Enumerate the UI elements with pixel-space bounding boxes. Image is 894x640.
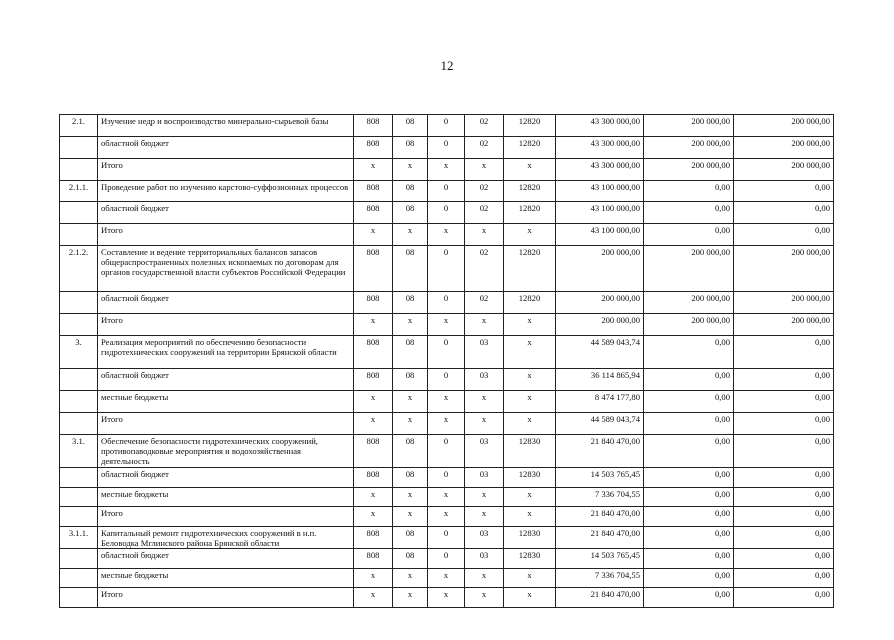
- table-row: [60, 569, 834, 588]
- amount-year1-cell: 43 300 000,00: [556, 115, 644, 137]
- code-rz-cell: х: [393, 413, 428, 435]
- code-gr-cell: 808: [354, 435, 393, 468]
- row-number-cell: 3.: [60, 336, 98, 369]
- amount-year2-cell: 0,00: [644, 527, 734, 549]
- row-number-cell: 2.1.1.: [60, 181, 98, 202]
- row-name-cell: Итого: [98, 588, 354, 608]
- row-name-cell: Реализация мероприятий по обеспечению безопасности гидротехнических сооружений на территории Брянской области: [98, 336, 354, 369]
- code-direction-cell: х: [504, 314, 556, 336]
- row-name-cell: областной бюджет: [98, 468, 354, 488]
- table-row: [60, 413, 834, 435]
- code-rz-cell: х: [393, 507, 428, 527]
- row-number-cell: [60, 569, 98, 588]
- budget-table: [59, 114, 834, 608]
- row-number-cell: [60, 549, 98, 569]
- amount-year1-cell: 21 840 470,00: [556, 527, 644, 549]
- amount-year3-cell: 200 000,00: [734, 137, 834, 159]
- amount-year1-cell: 200 000,00: [556, 292, 644, 314]
- amount-year1-cell: 21 840 470,00: [556, 588, 644, 608]
- code-direction-cell: х: [504, 413, 556, 435]
- code-gr-cell: 808: [354, 468, 393, 488]
- amount-year2-cell: 0,00: [644, 569, 734, 588]
- table-row: [60, 507, 834, 527]
- code-pr-cell: х: [428, 413, 465, 435]
- amount-year1-cell: 200 000,00: [556, 246, 644, 292]
- amount-year2-cell: 0,00: [644, 488, 734, 507]
- amount-year3-cell: 200 000,00: [734, 115, 834, 137]
- code-rz-cell: 08: [393, 292, 428, 314]
- code-program-cell: 03: [465, 549, 504, 569]
- amount-year2-cell: 0,00: [644, 468, 734, 488]
- row-name-cell: Изучение недр и воспроизводство минерально-сырьевой базы: [98, 115, 354, 137]
- code-rz-cell: х: [393, 314, 428, 336]
- row-number-cell: 3.1.1.: [60, 527, 98, 549]
- amount-year3-cell: 0,00: [734, 488, 834, 507]
- code-rz-cell: 08: [393, 336, 428, 369]
- amount-year3-cell: 0,00: [734, 588, 834, 608]
- row-name-cell: Составление и ведение территориальных балансов запасов общераспространенных полезных ископаемых по договорам для органов государственной власти субъектов Российской Федерации: [98, 246, 354, 292]
- code-pr-cell: 0: [428, 246, 465, 292]
- amount-year2-cell: 0,00: [644, 181, 734, 202]
- amount-year2-cell: 0,00: [644, 413, 734, 435]
- code-pr-cell: 0: [428, 435, 465, 468]
- amount-year3-cell: 0,00: [734, 202, 834, 224]
- code-direction-cell: 12830: [504, 468, 556, 488]
- code-direction-cell: х: [504, 224, 556, 246]
- amount-year3-cell: 0,00: [734, 224, 834, 246]
- amount-year1-cell: 21 840 470,00: [556, 507, 644, 527]
- amount-year2-cell: 200 000,00: [644, 314, 734, 336]
- amount-year1-cell: 14 503 765,45: [556, 468, 644, 488]
- code-program-cell: 03: [465, 468, 504, 488]
- code-gr-cell: х: [354, 569, 393, 588]
- code-direction-cell: х: [504, 507, 556, 527]
- code-pr-cell: 0: [428, 527, 465, 549]
- code-direction-cell: 12830: [504, 549, 556, 569]
- row-name-cell: Капитальный ремонт гидротехнических сооружений в н.п. Беловодка Мглинского района Брянской области: [98, 527, 354, 549]
- table-row: [60, 588, 834, 608]
- table-row: [60, 314, 834, 336]
- row-name-cell: местные бюджеты: [98, 569, 354, 588]
- amount-year3-cell: 0,00: [734, 413, 834, 435]
- amount-year3-cell: 0,00: [734, 527, 834, 549]
- code-program-cell: 02: [465, 137, 504, 159]
- code-rz-cell: х: [393, 159, 428, 181]
- code-program-cell: х: [465, 488, 504, 507]
- code-rz-cell: 08: [393, 435, 428, 468]
- code-direction-cell: х: [504, 336, 556, 369]
- table-row: [60, 159, 834, 181]
- code-gr-cell: х: [354, 507, 393, 527]
- row-number-cell: [60, 488, 98, 507]
- code-program-cell: 02: [465, 181, 504, 202]
- code-program-cell: 03: [465, 435, 504, 468]
- code-program-cell: х: [465, 224, 504, 246]
- table-row: [60, 202, 834, 224]
- code-rz-cell: 08: [393, 527, 428, 549]
- amount-year2-cell: 200 000,00: [644, 246, 734, 292]
- amount-year2-cell: 0,00: [644, 369, 734, 391]
- amount-year3-cell: 0,00: [734, 569, 834, 588]
- code-program-cell: х: [465, 507, 504, 527]
- amount-year1-cell: 43 100 000,00: [556, 224, 644, 246]
- code-rz-cell: 08: [393, 137, 428, 159]
- code-rz-cell: 08: [393, 369, 428, 391]
- code-pr-cell: 0: [428, 202, 465, 224]
- table-row: [60, 292, 834, 314]
- amount-year3-cell: 0,00: [734, 369, 834, 391]
- row-number-cell: [60, 224, 98, 246]
- code-pr-cell: х: [428, 391, 465, 413]
- row-number-cell: [60, 369, 98, 391]
- code-direction-cell: 12820: [504, 202, 556, 224]
- code-pr-cell: х: [428, 569, 465, 588]
- code-gr-cell: х: [354, 413, 393, 435]
- code-rz-cell: х: [393, 569, 428, 588]
- table-row: [60, 391, 834, 413]
- amount-year1-cell: 36 114 865,94: [556, 369, 644, 391]
- code-gr-cell: 808: [354, 137, 393, 159]
- table-row: [60, 137, 834, 159]
- code-pr-cell: х: [428, 507, 465, 527]
- code-rz-cell: х: [393, 224, 428, 246]
- row-number-cell: [60, 391, 98, 413]
- row-name-cell: областной бюджет: [98, 137, 354, 159]
- code-direction-cell: х: [504, 588, 556, 608]
- code-program-cell: х: [465, 159, 504, 181]
- amount-year2-cell: 0,00: [644, 435, 734, 468]
- code-rz-cell: 08: [393, 115, 428, 137]
- code-pr-cell: х: [428, 224, 465, 246]
- code-direction-cell: х: [504, 569, 556, 588]
- code-gr-cell: 808: [354, 336, 393, 369]
- row-name-cell: Итого: [98, 224, 354, 246]
- code-gr-cell: х: [354, 314, 393, 336]
- code-rz-cell: х: [393, 391, 428, 413]
- code-gr-cell: 808: [354, 202, 393, 224]
- code-pr-cell: х: [428, 588, 465, 608]
- code-direction-cell: 12820: [504, 181, 556, 202]
- table-row: [60, 181, 834, 202]
- code-program-cell: х: [465, 413, 504, 435]
- row-name-cell: Обеспечение безопасности гидротехнических сооружений, противопаводковые мероприятия и водохозяйственная деятельность: [98, 435, 354, 468]
- code-pr-cell: 0: [428, 468, 465, 488]
- row-name-cell: Итого: [98, 413, 354, 435]
- code-gr-cell: 808: [354, 246, 393, 292]
- table-row: [60, 224, 834, 246]
- amount-year2-cell: 0,00: [644, 507, 734, 527]
- row-number-cell: 3.1.: [60, 435, 98, 468]
- code-program-cell: х: [465, 391, 504, 413]
- code-rz-cell: 08: [393, 246, 428, 292]
- amount-year2-cell: 200 000,00: [644, 159, 734, 181]
- row-name-cell: областной бюджет: [98, 292, 354, 314]
- code-direction-cell: 12820: [504, 137, 556, 159]
- code-gr-cell: х: [354, 488, 393, 507]
- amount-year3-cell: 200 000,00: [734, 314, 834, 336]
- table-row: [60, 549, 834, 569]
- code-direction-cell: 12820: [504, 292, 556, 314]
- amount-year3-cell: 0,00: [734, 336, 834, 369]
- code-pr-cell: 0: [428, 115, 465, 137]
- code-pr-cell: 0: [428, 181, 465, 202]
- code-gr-cell: х: [354, 159, 393, 181]
- row-number-cell: [60, 314, 98, 336]
- amount-year1-cell: 44 589 043,74: [556, 336, 644, 369]
- code-pr-cell: 0: [428, 336, 465, 369]
- amount-year2-cell: 0,00: [644, 224, 734, 246]
- row-name-cell: Итого: [98, 314, 354, 336]
- row-number-cell: 2.1.: [60, 115, 98, 137]
- row-number-cell: [60, 507, 98, 527]
- amount-year1-cell: 7 336 704,55: [556, 488, 644, 507]
- code-program-cell: 02: [465, 292, 504, 314]
- row-number-cell: [60, 159, 98, 181]
- amount-year3-cell: 0,00: [734, 468, 834, 488]
- amount-year3-cell: 200 000,00: [734, 246, 834, 292]
- row-number-cell: [60, 588, 98, 608]
- row-name-cell: Итого: [98, 159, 354, 181]
- code-pr-cell: х: [428, 159, 465, 181]
- code-pr-cell: 0: [428, 549, 465, 569]
- code-program-cell: 03: [465, 527, 504, 549]
- row-number-cell: [60, 292, 98, 314]
- row-name-cell: областной бюджет: [98, 549, 354, 569]
- row-name-cell: областной бюджет: [98, 202, 354, 224]
- amount-year1-cell: 43 300 000,00: [556, 137, 644, 159]
- amount-year3-cell: 0,00: [734, 391, 834, 413]
- amount-year3-cell: 0,00: [734, 181, 834, 202]
- code-program-cell: 03: [465, 336, 504, 369]
- amount-year2-cell: 200 000,00: [644, 115, 734, 137]
- code-program-cell: 02: [465, 202, 504, 224]
- code-direction-cell: 12820: [504, 246, 556, 292]
- amount-year1-cell: 14 503 765,45: [556, 549, 644, 569]
- amount-year1-cell: 8 474 177,80: [556, 391, 644, 413]
- amount-year1-cell: 7 336 704,55: [556, 569, 644, 588]
- code-rz-cell: 08: [393, 549, 428, 569]
- row-number-cell: 2.1.2.: [60, 246, 98, 292]
- code-program-cell: 02: [465, 115, 504, 137]
- code-direction-cell: х: [504, 369, 556, 391]
- amount-year3-cell: 200 000,00: [734, 292, 834, 314]
- code-gr-cell: 808: [354, 549, 393, 569]
- amount-year1-cell: 43 100 000,00: [556, 181, 644, 202]
- row-number-cell: [60, 202, 98, 224]
- amount-year1-cell: 200 000,00: [556, 314, 644, 336]
- code-program-cell: х: [465, 588, 504, 608]
- code-pr-cell: 0: [428, 369, 465, 391]
- amount-year1-cell: 43 100 000,00: [556, 202, 644, 224]
- code-direction-cell: х: [504, 391, 556, 413]
- amount-year2-cell: 0,00: [644, 588, 734, 608]
- amount-year2-cell: 0,00: [644, 549, 734, 569]
- row-name-cell: местные бюджеты: [98, 391, 354, 413]
- table-row: [60, 488, 834, 507]
- row-name-cell: местные бюджеты: [98, 488, 354, 507]
- code-rz-cell: 08: [393, 468, 428, 488]
- code-gr-cell: 808: [354, 181, 393, 202]
- code-direction-cell: 12820: [504, 115, 556, 137]
- table-row: [60, 336, 834, 369]
- code-pr-cell: 0: [428, 137, 465, 159]
- code-gr-cell: х: [354, 224, 393, 246]
- row-name-cell: Проведение работ по изучению карстово-суффозионных процессов: [98, 181, 354, 202]
- code-gr-cell: х: [354, 391, 393, 413]
- row-number-cell: [60, 413, 98, 435]
- code-direction-cell: х: [504, 159, 556, 181]
- amount-year1-cell: 21 840 470,00: [556, 435, 644, 468]
- code-gr-cell: 808: [354, 292, 393, 314]
- amount-year1-cell: 44 589 043,74: [556, 413, 644, 435]
- code-gr-cell: 808: [354, 115, 393, 137]
- row-number-cell: [60, 137, 98, 159]
- code-pr-cell: х: [428, 488, 465, 507]
- row-number-cell: [60, 468, 98, 488]
- code-gr-cell: 808: [354, 369, 393, 391]
- table-row: [60, 468, 834, 488]
- table-row: [60, 115, 834, 137]
- code-rz-cell: х: [393, 588, 428, 608]
- table-row: [60, 435, 834, 468]
- amount-year3-cell: 0,00: [734, 549, 834, 569]
- code-program-cell: 03: [465, 369, 504, 391]
- amount-year2-cell: 0,00: [644, 391, 734, 413]
- table-row: [60, 369, 834, 391]
- amount-year3-cell: 0,00: [734, 435, 834, 468]
- code-rz-cell: 08: [393, 202, 428, 224]
- code-gr-cell: 808: [354, 527, 393, 549]
- amount-year2-cell: 0,00: [644, 202, 734, 224]
- code-gr-cell: х: [354, 588, 393, 608]
- code-direction-cell: х: [504, 488, 556, 507]
- code-pr-cell: х: [428, 314, 465, 336]
- code-direction-cell: 12830: [504, 527, 556, 549]
- row-name-cell: областной бюджет: [98, 369, 354, 391]
- amount-year3-cell: 200 000,00: [734, 159, 834, 181]
- code-program-cell: 02: [465, 246, 504, 292]
- amount-year2-cell: 0,00: [644, 336, 734, 369]
- code-program-cell: х: [465, 314, 504, 336]
- table-row: [60, 527, 834, 549]
- table-row: [60, 246, 834, 292]
- code-direction-cell: 12830: [504, 435, 556, 468]
- row-name-cell: Итого: [98, 507, 354, 527]
- code-pr-cell: 0: [428, 292, 465, 314]
- code-program-cell: х: [465, 569, 504, 588]
- amount-year1-cell: 43 300 000,00: [556, 159, 644, 181]
- page-number: 12: [440, 58, 454, 73]
- amount-year2-cell: 200 000,00: [644, 292, 734, 314]
- amount-year3-cell: 0,00: [734, 507, 834, 527]
- code-rz-cell: х: [393, 488, 428, 507]
- amount-year2-cell: 200 000,00: [644, 137, 734, 159]
- code-rz-cell: 08: [393, 181, 428, 202]
